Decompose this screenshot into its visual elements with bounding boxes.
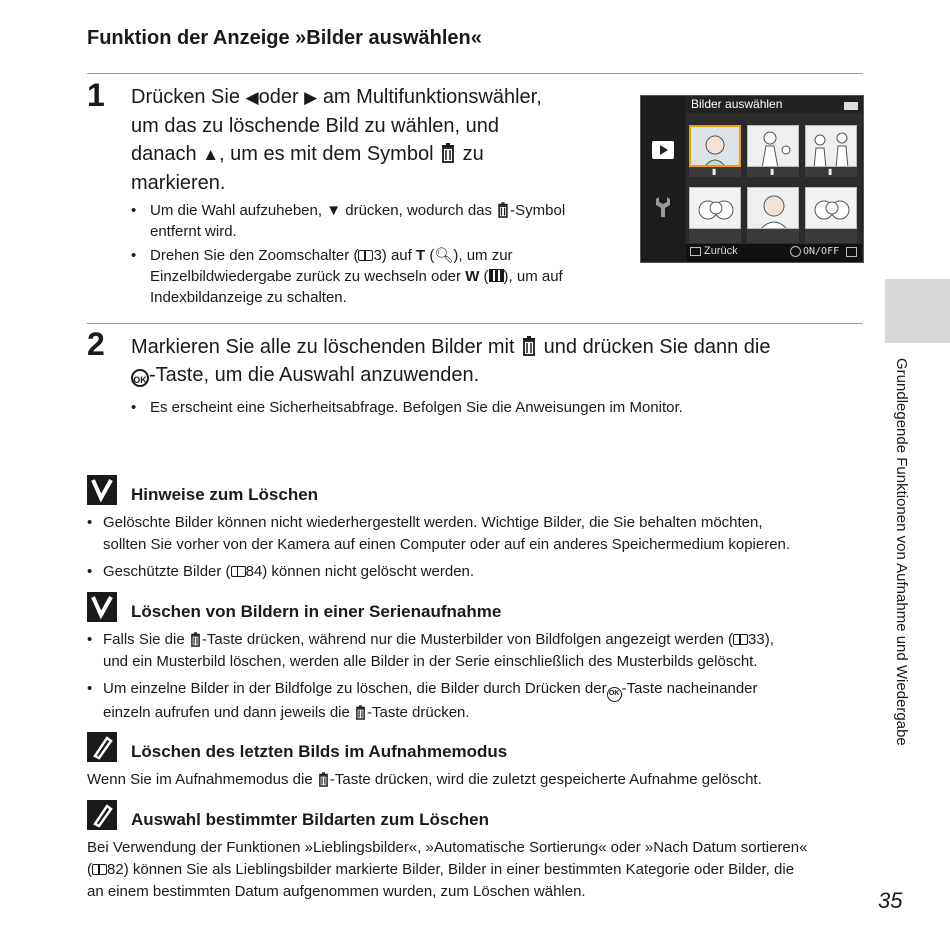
caution-check-icon	[87, 592, 117, 622]
menu-icon	[690, 247, 701, 256]
pen-note-icon	[87, 800, 117, 830]
camera-screen-title: Bilder auswählen	[691, 97, 783, 111]
divider	[87, 323, 863, 324]
thumbnail-grid	[686, 113, 862, 244]
thumbnail-grid-icon	[489, 269, 504, 282]
thumbnail[interactable]	[689, 187, 741, 229]
page-number: 35	[878, 888, 903, 913]
page-title: Funktion der Anzeige »Bilder auswählen«	[87, 27, 482, 49]
step2-text: Markieren Sie alle zu löschenden Bilder mit und drücken Sie dann die OK -Taste, um die Auswahl anzuwenden.	[131, 336, 771, 386]
note-heading: Löschen von Bildern in einer Serienaufnahme	[131, 602, 502, 621]
section-label: Grundlegende Funktionen von Aufnahme und Wiedergabe	[893, 358, 910, 746]
up-arrow-icon: ▲	[202, 145, 220, 164]
reference-book-icon	[231, 566, 246, 577]
section-tab	[885, 279, 950, 343]
left-arrow-icon: ◀	[245, 88, 259, 107]
battery-icon	[844, 102, 858, 110]
down-arrow-icon: ▼	[326, 202, 342, 219]
thumbnail[interactable]	[747, 187, 799, 229]
camera-side-panel	[641, 96, 685, 262]
reference-book-icon	[358, 250, 373, 261]
trash-icon	[317, 772, 330, 787]
caution-check-icon	[87, 475, 117, 505]
step1-text: Drücken Sie ◀oder ▶ am Multifunktionswähler, um das zu löschende Bild zu wählen, und danach ▲, um es mit dem Symbol zu markieren.	[131, 86, 542, 194]
dial-icon	[790, 246, 801, 257]
note-paragraph: Wenn Sie im Aufnahmemodus die -Taste drücken, wird die zuletzt gespeicherte Aufnahme gelöscht.	[87, 771, 762, 788]
trash-icon	[354, 705, 367, 720]
trash-icon	[439, 143, 457, 163]
onoff-label: ON/OFF	[803, 246, 840, 257]
note-paragraph: Bei Verwendung der Funktionen »Lieblingsbilder«, »Automatische Sortierung« oder »Nach Datum sortieren« ( 82) können Sie als Lieblingsbilder markierte Bilder, Bilder in einer bestimmten Kategorie oder Bilder, die an einem bestimmten Datum aufgenommen wurden, zum Löschen wählen.	[87, 839, 808, 900]
trash-icon	[496, 202, 510, 218]
note-heading: Hinweise zum Löschen	[131, 485, 319, 504]
right-arrow-icon: ▶	[304, 88, 318, 107]
thumbnail[interactable]	[747, 125, 799, 167]
reference-book-icon	[733, 634, 748, 645]
step-number: 1	[87, 77, 105, 113]
trash-icon	[189, 632, 202, 647]
thumbnail[interactable]	[805, 187, 857, 229]
note-heading: Löschen des letzten Bilds im Aufnahmemodus	[131, 742, 508, 761]
ok-button-icon: OK	[131, 369, 149, 387]
pen-note-icon	[87, 732, 117, 762]
trash-mark-icon: ▮	[712, 167, 717, 176]
reference-book-icon	[92, 864, 107, 875]
zoom-icon	[846, 247, 857, 257]
trash-mark-icon: ▮	[770, 167, 775, 176]
thumbnail[interactable]	[689, 125, 741, 167]
ok-button-icon: OK	[607, 687, 622, 702]
zoom-in-icon: 🔍︎	[434, 247, 454, 264]
thumbnail[interactable]	[805, 125, 857, 167]
note-heading: Auswahl bestimmter Bildarten zum Löschen	[131, 810, 490, 829]
trash-icon	[520, 336, 538, 356]
back-label: Zurück	[704, 245, 738, 257]
camera-screen	[640, 95, 864, 263]
trash-mark-icon: ▮	[828, 167, 833, 176]
step-number: 2	[87, 326, 105, 362]
wrench-icon	[653, 196, 673, 218]
playback-icon	[652, 141, 674, 159]
divider	[87, 73, 863, 74]
camera-bottom-bar	[686, 244, 862, 262]
